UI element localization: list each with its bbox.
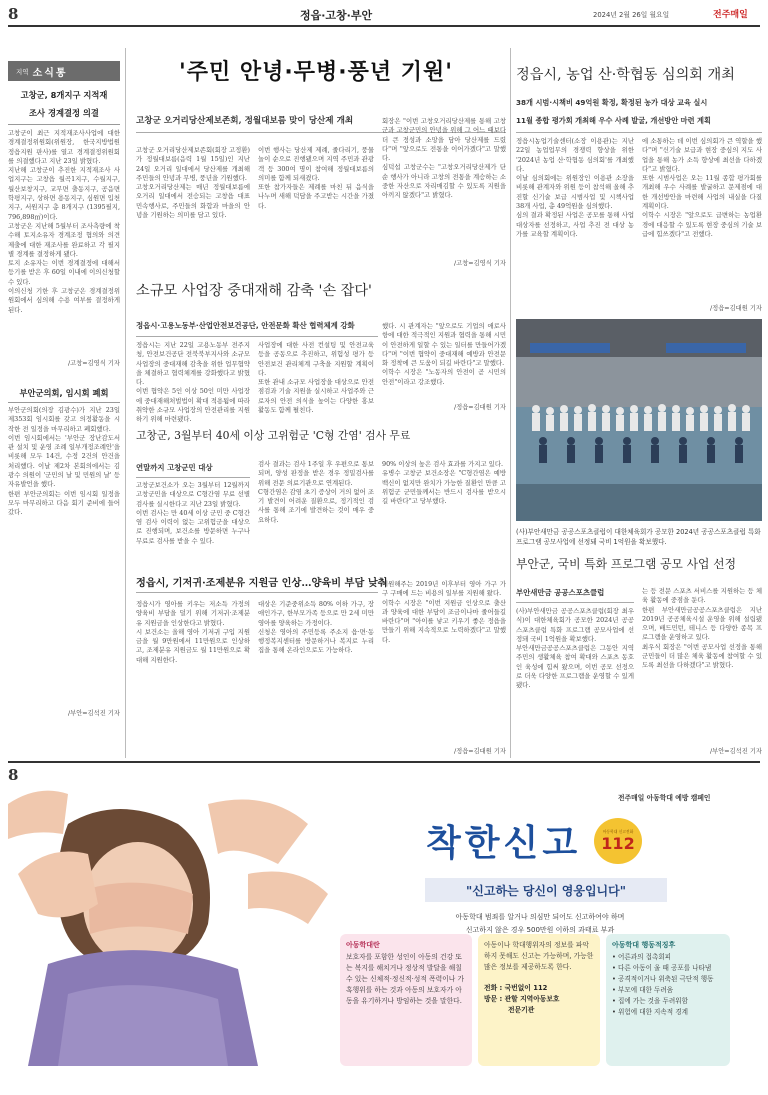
section-title: 정읍·고창·부안 bbox=[300, 9, 373, 22]
ad-box3-item-text: 어른과의 접촉회피 bbox=[618, 953, 672, 961]
ad-box3-list bbox=[612, 952, 724, 1018]
ad-box3-item: • 부모에 대한 두려움 bbox=[612, 986, 674, 994]
ad-title: 착한신고 bbox=[426, 823, 582, 864]
jeongeup-rule bbox=[516, 132, 762, 133]
ad-page-number: 8 bbox=[8, 766, 19, 784]
welfare-col2: 대상은 기준중위소득 80% 이하 가구, 장애인가구, 한부모가족 등으로 만 2세 미만 영아를 양육하는 가정이다. 신청은 영아의 주민등록 주소지 읍·면·동 행정복지센터를 방문하거나 복지로 누리집을 통해 온라인으로도 가능하다. bbox=[258, 600, 374, 655]
ad-box1-title: 아동학대란 bbox=[346, 941, 380, 949]
jeongeup-byline: /정읍=김대원 기자 bbox=[710, 305, 762, 312]
buan-headline: 부안군, 국비 특화 프로그램 공모 사업 선정 bbox=[516, 557, 736, 571]
ad-box2-text: 아동이나 학대행위자의 정보를 파악하지 못해도 신고는 가능하며, 가능한 많은 정보를 제공하도록 한다. bbox=[484, 941, 594, 971]
sidebar-label-prefix: 지역 bbox=[16, 67, 29, 76]
ad-box3-item: • 어른과의 접촉회피 bbox=[612, 953, 672, 961]
ad-desc1: 아동학대 범죄를 알거나 의심만 되어도 신고하여야 하며 bbox=[455, 913, 625, 921]
buan-byline: /부안=김석진 기자 bbox=[710, 748, 762, 755]
sidebar-item1-rule bbox=[8, 124, 120, 125]
buan-rule bbox=[516, 602, 634, 603]
ad-box2-line3: 전문기관 bbox=[508, 1006, 535, 1014]
group-photo bbox=[516, 319, 762, 521]
welfare-col1: 정읍시가 영아를 키우는 저소득 가정의 양육비 부담을 덜기 위해 기저귀·조제분유 지원금을 인상한다고 밝혔다. 시 보건소는 올해 영아 기저귀 구입 지원금을 월 9만원에서 11만원으로 인상하고, 조제분유 지원금도 월 11만원으로 확대해 지원한다. bbox=[136, 600, 250, 664]
ad-box3-item-text: 집에 가는 것을 두려워함 bbox=[618, 997, 688, 1005]
group-photo-illustration bbox=[516, 319, 762, 521]
ad-box1-text: 보호자를 포함한 성인이 아동의 건강 또는 복지를 해치거나 정상적 발달을 해칠 수 있는 신체적·정신적·성적 폭력이나 가혹행위를 하는 것과 아동의 보호자가 아동을 유기하거나 방임하는 것을 말한다. bbox=[346, 953, 465, 1005]
main-headline: '주민 안녕·무병·풍년 기원' bbox=[178, 60, 454, 85]
jeongeup-headline: 정읍시, 농업 산·학협동 심의회 개최 bbox=[516, 67, 735, 83]
cancer-col1: 고창군보건소가 오는 3월부터 12월까지 고창군민을 대상으로 C형간염 무료 선별검사를 실시한다고 지난 23일 밝혔다. 이번 검사는 만 40세 이상 군민 중 C형간염 검사 이력이 없는 고위험군을 대상으로 진행되며, 보건소를 방문하면 누구나 무료로 검사를 받을 수 있다. bbox=[136, 481, 250, 545]
sidebar-label-title: 소식통 bbox=[32, 67, 68, 79]
jeongeup-col1: 정읍시농업기술센터(소장 이용관)는 지난 22일 농업업무의 경쟁력 향상을 위한 '2024년 농업 산·학협동 심의회'를 개최했다. 이날 심의회에는 위원장인 이용관 소장을 비롯해 관계자와 위원 등이 참석해 올해 추진할 신기술 보급 시범사업 및 시책사업 38개 사업, 총 49억원을 심의했다. 심의 결과 확정된 사업은 공모를 통해 사업 대상자를 선정하고, 사업 추진 전 대상 농가를 교육할 계획이다. bbox=[516, 137, 634, 238]
ad-box3-item-text: 위험에 대한 지속적 경계 bbox=[618, 1008, 688, 1016]
safety-headline: 소규모 사업장 중대재해 감축 '손 잡다' bbox=[136, 283, 372, 299]
sidebar-item1-title-line2: 조사 경계결정 의결 bbox=[29, 108, 99, 118]
ad-112-badge bbox=[594, 818, 642, 864]
newspaper-name: 전주매일 bbox=[713, 10, 748, 20]
ad-box2 bbox=[478, 934, 600, 1066]
ad-112-badge-label: 아동학대 신고전화 bbox=[602, 829, 634, 834]
jeongeup-subhead1: 38개 시범·시책비 49억원 확정, 확정된 농가 대상 교육 실시 bbox=[516, 98, 708, 107]
cancer-rule bbox=[136, 477, 250, 478]
sidebar-item1-byline: /고창=김영식 기자 bbox=[68, 360, 120, 367]
ad-slogan: "신고하는 당신이 영웅입니다" bbox=[466, 883, 626, 898]
cancer-col3: 90% 이상의 높은 검사 효과를 가지고 있다. 유병수 고창군 보건소장은 "C형간염은 예방백신이 없지만 완치가 가능한 질환인 만큼 고위험군 군민들께서는 반드시 검사를 받으시길 바란다"고 당부했다. bbox=[382, 460, 506, 506]
ad-box1 bbox=[340, 934, 472, 1066]
safety-subhead: 정읍시·고용노동부·산업안전보건공단, 안전문화 확산 협력체계 강화 bbox=[136, 321, 355, 330]
jeongeup-col2: 에 소통하는 데 이번 심의회가 큰 역할을 했다"며 "신기술 보급과 현장 중심의 지도 사업을 통해 농가 소득 향상에 최선을 다하겠다"고 밝혔다. 또한 시범사업은 오는 11월 종합 평가회를 개최해 우수 사례를 발굴하고 문제점에 대한 개선방안을 마련해 사업의 내실을 다질 계획이다. 이학수 시장은 "앞으로도 급변하는 농업환경에 대응할 수 있도록 현장 중심의 기술 보급에 힘쓰겠다"고 전했다. bbox=[642, 137, 762, 238]
ad-box3-item-text: 다른 아동이 울 때 공포를 나타냄 bbox=[618, 964, 712, 972]
safety-col3: 했다. 시 관계자는 "앞으로도 기업의 애로사항에 대한 적극적인 지원과 협력을 통해 시민이 안전하게 일할 수 있는 일터를 만들어가겠다"며 "이번 협약이 중대재해 예방과 안전문화 정착에 큰 도움이 되길 바란다"고 말했다. 이학수 시장은 "노동자의 안전이 곧 시민의 안전"이라고 강조했다. bbox=[382, 322, 506, 386]
ad-box3 bbox=[606, 934, 730, 1066]
sidebar-item2-title: 부안군의회, 임시회 폐회 bbox=[19, 388, 109, 398]
safety-byline: /정읍=김대원 기자 bbox=[454, 404, 506, 411]
safety-rule bbox=[136, 336, 378, 337]
buan-subhead: 부안새만금 공공스포츠클럽 bbox=[516, 588, 605, 597]
ad-box3-item: • 다른 아동이 울 때 공포를 나타냄 bbox=[612, 964, 712, 972]
header-rule bbox=[8, 25, 760, 27]
ad-box3-item: • 집에 가는 것을 두려워함 bbox=[612, 997, 688, 1005]
ad-box2-line1: 전화 : 국번없이 112 bbox=[484, 984, 548, 992]
photo-caption: (사)부안새만금 공공스포츠클럽이 대한체육회가 공모한 2024년 공공스포츠클럽 특화 프로그램 공모사업에 선정돼 국비 1억원을 확보했다. bbox=[516, 528, 761, 546]
cancer-subhead: 연말까지 고창군민 대상 bbox=[136, 463, 213, 472]
main-subhead: 고창군 오거리당산제보존회, 정월대보름 맞이 당산제 개최 bbox=[136, 116, 354, 126]
buan-col1: (사)부안새만금 공공스포츠클럽(회장 최우식)이 대한체육회가 공모한 2024년 공공스포츠클럽 특화 프로그램 공모사업에 선정돼 국비 1억원을 확보했다. 부안새만금공공스포츠클럽은 그동안 지역 주민의 생활체육 참여 확대와 스포츠 동호인 육성에 힘써 왔으며, 이번 공모 선정으로 더욱 다양한 프로그램을 운영할 수 있게 됐다. bbox=[516, 607, 634, 690]
center-divider bbox=[510, 48, 511, 758]
sidebar-item2-body: 부안군의회(의장 김광수)가 지난 23일 제353회 임시회를 갖고 의정활동을 시작한 전 일정을 마무리하고 폐회했다. 이번 임시회에서는 '부안군 장난감도서관 설치 및 운영 조례 일부개정조례안'을 비롯해 모두 14건, 수정 2건의 안건을 처리했다. 이날 제2차 본회의에서는 김광수 의원이 '군민의 날 및 민원의 날' 등 자유발언을 했다. 한편 부안군의회는 이번 임시회 일정을 모두 마무리하고 다음 회기 준비에 들어갔다. bbox=[8, 406, 120, 517]
safety-col2: 사업장에 대한 사전 컨설팅 및 안전교육 등을 공동으로 추진하고, 위험성 평가 등 안전보건 관리체계 구축을 지원할 계획이다. 또한 관내 소규모 사업장을 대상으로 안전 점검과 기술 지원을 실시하고 사업주와 근로자의 안전 의식을 높이는 다양한 홍보 활동도 함께 펼친다. bbox=[258, 341, 374, 415]
page-number: 8 bbox=[8, 5, 19, 23]
main-col1: 고창군 오거리당산제보존회(회장 고정환)가 정월대보름(음력 1월 15일)인 지난 24일 오거리 일대에서 당산제를 개최해 주민들의 안녕과 무병, 풍년을 기원했다. 고창오거리당산제는 매년 정월대보름에 오거리 일대에서 전승되는 고창읍 대표 민속행사로, 주민들의 화합과 마을의 안녕을 기원하는 의미를 담고 있다. bbox=[136, 146, 250, 220]
welfare-headline: 정읍시, 기저귀·조제분유 지원금 인상…양육비 부담 낮춰 bbox=[136, 577, 388, 589]
main-col2: 이번 행사는 당산제 제례, 줄다리기, 풍물놀이 순으로 진행됐으며 지역 주민과 관광객 등 300여 명이 참여해 정월대보름의 의미를 함께 되새겼다. 또한 참가자들은 제례를 마친 뒤 음식을 나누며 새해 덕담을 주고받는 시간을 가졌다. bbox=[258, 146, 374, 210]
welfare-byline: /정읍=김대원 기자 bbox=[454, 748, 506, 755]
ad-slogan-bar bbox=[425, 878, 667, 902]
cancer-headline: 고창군, 3월부터 40세 이상 고위험군 'C형 간염' 검사 무료 bbox=[136, 429, 411, 442]
ad-box3-item-text: 부모에 대한 두려움 bbox=[618, 986, 674, 994]
sidebar-item2-rule bbox=[8, 402, 120, 403]
sidebar-item2-byline: /부안=김석진 기자 bbox=[68, 710, 120, 717]
sidebar-item1-title bbox=[8, 86, 120, 122]
jeongeup-subhead2: 11월 종합 평가회 개최해 우수 사례 발굴, 개선방안 마련 계획 bbox=[516, 116, 711, 125]
issue-date: 2024년 2월 26일 월요일 bbox=[593, 11, 670, 19]
ad-112-badge-number: 112 bbox=[601, 834, 635, 853]
sidebar-item1-title-line1: 고창군, 8개지구 지적재 bbox=[20, 90, 108, 100]
welfare-col3: 지원해주는 2019년 이후부터 영아 가구 가구 구매에 드는 비용의 일부를 지원해 왔다. 이학수 시장은 "이번 지원금 인상으로 출산과 양육에 대한 부담이 조금이나마 줄어들길 바란다"며 "아이를 낳고 키우기 좋은 정읍을 만들기 위해 지속적으로 노력하겠다"고 말했다. bbox=[382, 580, 506, 644]
ad-box2-line2: 방문 : 관할 지역아동보호 bbox=[484, 995, 560, 1003]
ad-box3-item: • 위험에 대한 지속적 경계 bbox=[612, 1008, 688, 1016]
safety-col1: 정읍시는 지난 22일 고용노동부 전주지청, 안전보건공단 전북북부지사와 소규모 사업장의 중대재해 감축을 위한 업무협약을 체결하고 협력체계를 강화했다고 밝혔다. 이번 협약은 5인 이상 50인 미만 사업장에 중대재해처벌법이 확대 적용됨에 따라 취약한 소규모 사업장의 안전관리를 지원하기 위해 마련됐다. bbox=[136, 341, 250, 424]
sidebar-label bbox=[8, 61, 120, 81]
welfare-rule bbox=[136, 592, 378, 593]
cancer-col2: 검사 결과는 검사 1주일 후 우편으로 통보되며, 양성 판정을 받은 경우 정밀검사를 위해 전문 의료기관으로 연계된다. C형간염은 감염 초기 증상이 거의 없어 조기 발견이 어려운 질환으로, 정기적인 검사를 통해 조기에 발견하는 것이 매우 중요하다. bbox=[258, 460, 374, 524]
sidebar-divider bbox=[125, 48, 126, 758]
buan-col2: 는 등 전문 스포츠 서비스를 지원하는 등 체육 활동에 중점을 둔다. 한편 부안새만금공공스포츠클럽은 지난 2019년 공공체육시설 운영을 위해 설립됐으며, 배드민턴, 테니스 등 다양한 종목 프로그램을 운영하고 있다. 최우식 회장은 "이번 공모사업 선정을 통해 군민들이 더 많은 체육 활동에 참여할 수 있도록 최선을 다하겠다"고 밝혔다. bbox=[642, 587, 762, 670]
ad-top-label: 전주매일 아동학대 예방 캠페인 bbox=[618, 794, 711, 802]
woman-illustration bbox=[8, 784, 338, 1066]
ad-box3-item-text: 공격적이거나 위축된 극단적 행동 bbox=[618, 975, 714, 983]
sidebar-item1-body: 고창군이 최근 지적재조사사업에 대한 경계결정위원회(위원장, 한국지방법원 정읍지원 판사)를 열고 경계결정위원회를 의결했다고 지난 23일 밝혔다. 지난해 고창군이 추진한 지적재조사 사업지구는 고창읍 월곡1지구, 수월지구, 월산보창지구, 교무면 출동지구, 공음면 학평지구, 상하면 용동지구, 심원면 입천지구, 서원지구 총 8개지구 (1395필지, 796,898㎡)이다. 고창군은 지난해 5월부터 조사측량에 착수해 토지소유자 경계조정 협의와 의견제출에 대한 재조사를 완료하고 각 필지별 경계를 결정하게 됐다. 토지 소유자는 이번 경계결정에 대해서 등기를 받은 후 60일 이내에 이의신청할 수 있다. 이의신청 기한 후 고창군은 경계결정위원회에서 심의해 수용 여부를 결정하게 된다. bbox=[8, 129, 120, 314]
ad-box3-item: • 공격적이거나 위축된 극단적 행동 bbox=[612, 975, 714, 983]
main-byline: /고창=김영식 기자 bbox=[454, 260, 506, 267]
main-col3: 회장은 "이번 고창오거리당산제를 통해 고창군과 고창군민의 안녕을 위해 그 어느 때보다 더 큰 정성과 소망을 담아 당산제를 드렸다"며 "앞으로도 전통을 이어가겠다"고 말했다. 심덕섭 고창군수는 "고창오거리당산제가 단순 행사가 아니라 고창의 전통을 계승하는 소중한 자산으로 자리매김할 수 있도록 지원을 아끼지 않겠다"고 밝혔다. bbox=[382, 117, 506, 200]
ad-top-rule bbox=[8, 761, 760, 763]
ad-desc2: 신고하지 않은 경우 500만원 이하의 과태료 부과 bbox=[465, 926, 615, 934]
ad-box3-title: 아동학대 행동적징후 bbox=[612, 941, 676, 949]
